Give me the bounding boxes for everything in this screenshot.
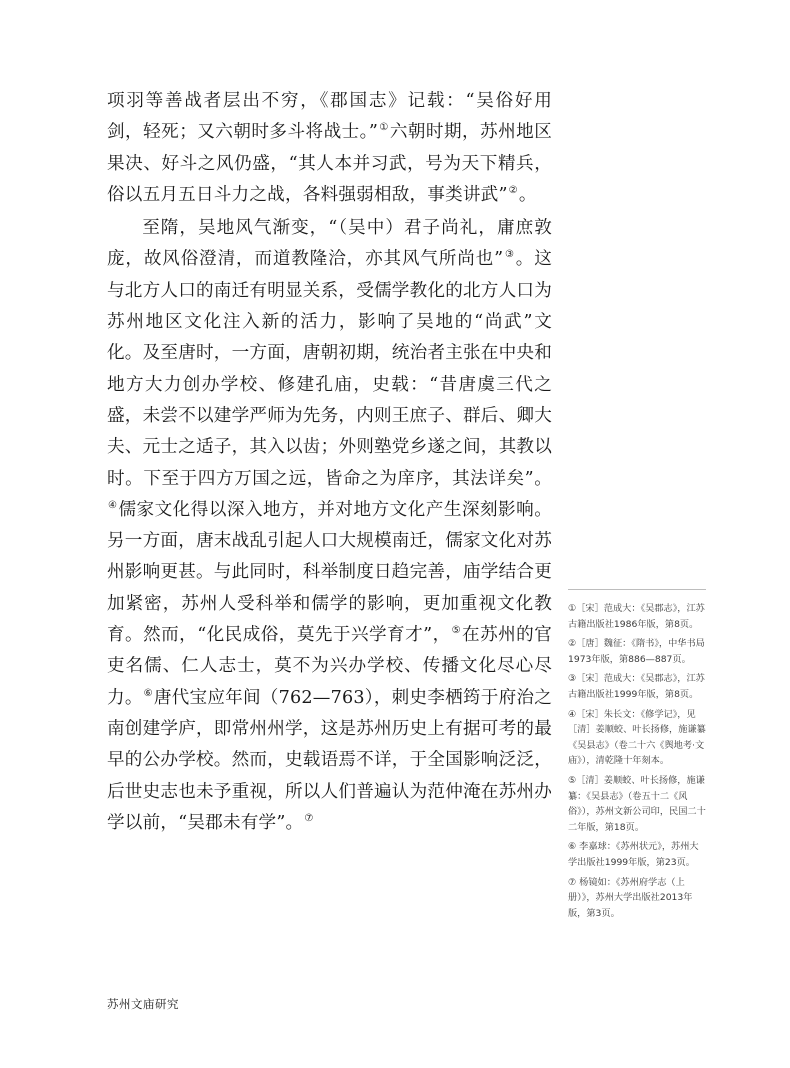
text-run: 。这与北方人口的南迁有明显关系，受儒学教化的北方人口为苏州地区文化注入新的活力，影响了吴地的“尚武”文化。及至唐时，一方面，唐朝初期，统治者主张在中央和地方大力创办学校、修建孔庙，史载：“昔唐虞三代之盛，未尝不以建学严师为先务，内则王庶子、群后、卿大夫、元士之适子，其入以齿；外则塾党乡遂之间，其教以时。下至于四方万国之远，皆命之为庠序，其法详矣”。 [107, 249, 552, 489]
main-text [107, 86, 552, 839]
text-run: 至隋，吴地风气渐变，“（吴中）君子尚礼，庸庶敦庞，故风俗澄清，而道教隆洽，亦其风气所尚也” [107, 218, 552, 270]
text-run: 儒家文化得以深入地方，并对地方文化产生深刻影响。另一方面，唐末战乱引起人口大规模南迁，儒家文化对苏州影响更甚。与此同时，科举制度日趋完善，庙学结合更加紧密，苏州人受科举和儒学的影响，更加重视文化教育。然而，“化民成俗，莫先于兴学育才”， [107, 499, 552, 646]
text-run: 唐代宝应年间（762—763），刺史李栖筠于府治之南创建学庐，即常州州学，这是苏州历史上有据可考的最早的公办学校。然而，史载语焉不详，于全国影响泛泛，后世史志也未予重视，所以人们普遍认为范仲淹在苏州办学以前，“吴郡未有学”。 [107, 687, 553, 833]
footnote-5: ⑤［清］姜顺蛟、叶长扬修，施谦纂：《吴县志》（卷五十二《风俗》），苏州文新公司印，民国二十二年版，第18页。 [568, 774, 706, 833]
footnotes-column [568, 589, 706, 925]
text-run: 项羽等善战者层出不穷，《郡国志》记载：“吴俗好用剑，轻死；又六朝时多斗将战士。” [107, 91, 552, 143]
text-run: 。 [518, 184, 537, 205]
footnote-3: ③［宋］范成大：《吴郡志》，江苏古籍出版社1999年版，第8页。 [568, 673, 705, 700]
footnote-6: ⑥ 李嘉球：《苏州状元》，苏州大学出版社1999年版，第23页。 [568, 841, 699, 868]
footnote-marker-1[interactable]: ① [379, 122, 389, 134]
footnote-1: ①［宋］范成大：《吴郡志》，江苏古籍出版社1986年版，第8页。 [568, 603, 705, 630]
footnote-marker-4[interactable]: ④ [108, 499, 118, 511]
footnote-marker-5[interactable]: ⑤ [451, 625, 462, 637]
footnote-marker-2[interactable]: ② [508, 184, 518, 196]
footnote-4: ④［宋］朱长文：《修学记》，见［清］姜顺蛟、叶长扬修，施谦纂《吴县志》（卷二十六《舆地考·文庙》），清乾隆十年刻本。 [568, 708, 706, 767]
footnote-7: ⑦ 杨镜如：《苏州府学志（上册）》，苏州大学出版社2013年版，第3页。 [568, 876, 693, 919]
footnote-marker-7[interactable]: ⑦ [304, 812, 314, 824]
footnote-marker-6[interactable]: ⑥ [143, 687, 153, 699]
text-run: 六朝时期，苏州地区果决、好斗之风仍盛，“其人本并习武，号为天下精兵，俗以五月五日斗力之战，各料强弱相敌，事类讲武” [107, 122, 552, 205]
text-run: 在苏州的官吏名儒、仁人志士，莫不为兴办学校、传播文化尽心尽力。 [107, 625, 552, 708]
paragraph-1 [107, 86, 552, 211]
running-footer: 苏州文庙研究 [107, 997, 179, 1011]
footnote-marker-3[interactable]: ③ [504, 249, 515, 261]
footnote-2: ②［唐］魏征：《隋书》，中华书局1973年版，第886—887页。 [568, 638, 705, 665]
paragraph-2 [107, 213, 552, 839]
